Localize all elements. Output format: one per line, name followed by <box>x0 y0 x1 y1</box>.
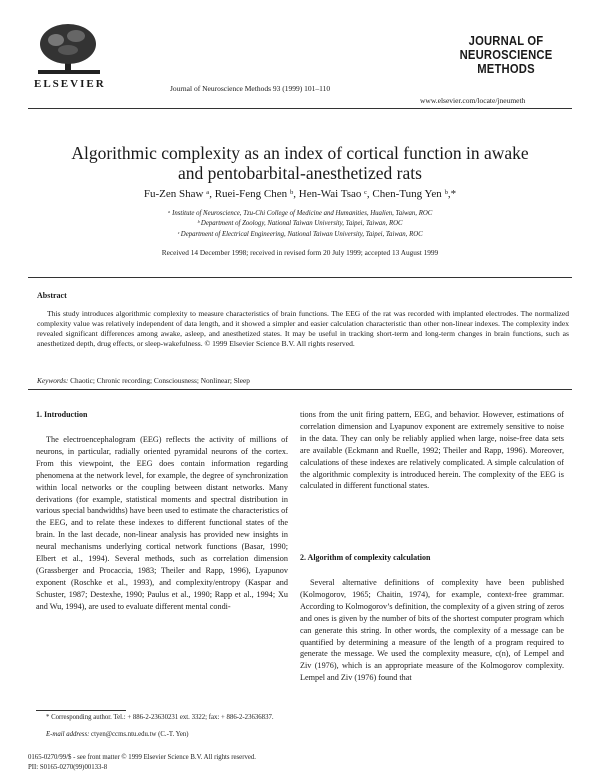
section-heading-algorithm: 2. Algorithm of complexity calculation <box>300 553 431 562</box>
received-dates: Received 14 December 1998; received in revised form 20 July 1999; accepted 13 August 1999 <box>161 248 439 257</box>
journal-title-line: NEUROSCIENCE <box>459 48 553 62</box>
introduction-continued-text: tions from the unit firing pattern, EEG, and behavior. However, estimations of correlation dimension and Lyapunov exponent are extremely sensitive to noise in the data. They can only be reliably applied when large, noise-free data sets are available (Eckmann and Ruelle, 1992; Theiler and Rapp, 1996). Moreover, calculations of these indexes are relatively complicated. A simple calculation of the algorithmic complexity is introduced herein. The complexity of the EEG is calculated in different functional states. <box>300 410 564 491</box>
affiliation: ᵇ Department of Zoology, National Taiwan University, Taipei, Taiwan, ROC <box>197 220 403 227</box>
title-line: and pentobarbital-anesthetized rats <box>178 163 422 183</box>
header-divider <box>28 108 572 109</box>
email-label: E-mail address: <box>46 731 90 738</box>
article-title <box>30 143 570 183</box>
copyright-line: 0165-0270/99/$ - see front matter © 1999 Elsevier Science B.V. All rights reserved. <box>28 754 256 761</box>
title-line: Algorithmic complexity as an index of cortical function in awake <box>71 143 529 163</box>
journal-url[interactable]: www.elsevier.com/locate/jneumeth <box>420 96 526 105</box>
abstract-text: This study introduces algorithmic complexity to measure characteristics of brain functions. The EEG of the rat was recorded with implanted electrodes. The normalized complexity value was relatively independent of data length, and it showed a simpler and easier calculation characteristic than other non-linear indexes. The complexity index revealed significant differences among awake, asleep, and anesthetized states. It may be useful in tracking short-term and long-term changes in brain functions, such as anesthetized depth, drug effects, or sleep-wakefulness. © 1999 Elsevier Science B.V. All rights reserved. <box>37 309 569 348</box>
author-list: Fu-Zen Shaw ᵃ, Ruei-Feng Chen ᵇ, Hen-Wai Tsao ᶜ, Chen-Tung Yen ᵇ,* <box>143 188 457 200</box>
keywords-list: Chaotic; Chronic recording; Consciousness; Nonlinear; Sleep <box>68 376 250 385</box>
footnote-divider <box>36 710 126 711</box>
publisher-name: ELSEVIER <box>34 78 106 90</box>
email-address[interactable]: ctyen@ccms.ntu.edu.tw (C.-T. Yen) <box>89 731 189 738</box>
journal-citation: Journal of Neuroscience Methods 93 (1999) 101–110 <box>170 84 331 93</box>
journal-title-line: JOURNAL OF <box>468 34 544 48</box>
abstract-divider <box>28 389 572 390</box>
keywords <box>37 376 569 385</box>
journal-title-line: METHODS <box>477 62 535 76</box>
algorithm-text: Several alternative definitions of complexity have been published (Kolmogorov, 1965; Chaitin, 1974), for example, context-free grammar. According to Kolmogorov’s definition, the complexity of a given string of zeros and ones is given by the number of bits of the shortest computer program which can generate this string. In other words, the complexity of a message can be quantified by determining a measure of the length of a program required to generate the message. We used the complexity measure, c(n), of Lempel and Ziv (1976), which is an appropriate measure of the Kolmogorov complexity. Lempel and Ziv (1976) found that <box>300 578 564 683</box>
affiliation: ᵃ Institute of Neuroscience, Tzu-Chi College of Medicine and Humanities, Hualien, Taiwan, ROC <box>167 210 433 217</box>
pii-line: PII: S0165-0270(99)00133-8 <box>28 764 108 771</box>
introduction-text: The electroencephalogram (EEG) reflects the activity of millions of neurons, in particular, radially oriented pyramidal neurons of the cortex. From this viewpoint, the EEG does contain information regarding phenomena at the network level, for example, the degree of synchronization within local networks or the coupling between distant networks. Many derivations (for example, statistical moments and spectral distribution in various special bandwidths) have been used to estimate the characteristics of the EEG, and to relate these indexes to different functional states of the brain. In the last decade, non-linear analysis has provided new insights in neural mechanisms underlying cortical network functions (Basar, 1990; Elbert et al., 1994). Several methods, such as correlation dimension (Grassberger and Procaccia, 1983; Theiler and Rapp, 1996), Lyapunov exponent (Roschke et al., 1993), and complexity/entropy (Kaspar and Schuster, 1987; Destexhe, 1990; Paulus et al., 1990; Rapp et al., 1994; Xu and Wu, 1994), are used to evaluate different mental condi- <box>36 435 288 611</box>
section-heading-introduction: 1. Introduction <box>36 410 88 419</box>
title-divider <box>28 277 572 278</box>
journal-title-logo <box>443 34 569 76</box>
corresponding-author-note: * Corresponding author. Tel.: + 886-2-23630231 ext. 3322; fax: + 886-2-23636837. <box>46 714 274 721</box>
keywords-label: Keywords: <box>37 376 69 385</box>
email-note <box>46 731 189 738</box>
abstract-heading: Abstract <box>37 291 67 300</box>
affiliation: ᶜ Department of Electrical Engineering, National Taiwan University, Taipei, Taiwan, ROC <box>177 231 423 238</box>
